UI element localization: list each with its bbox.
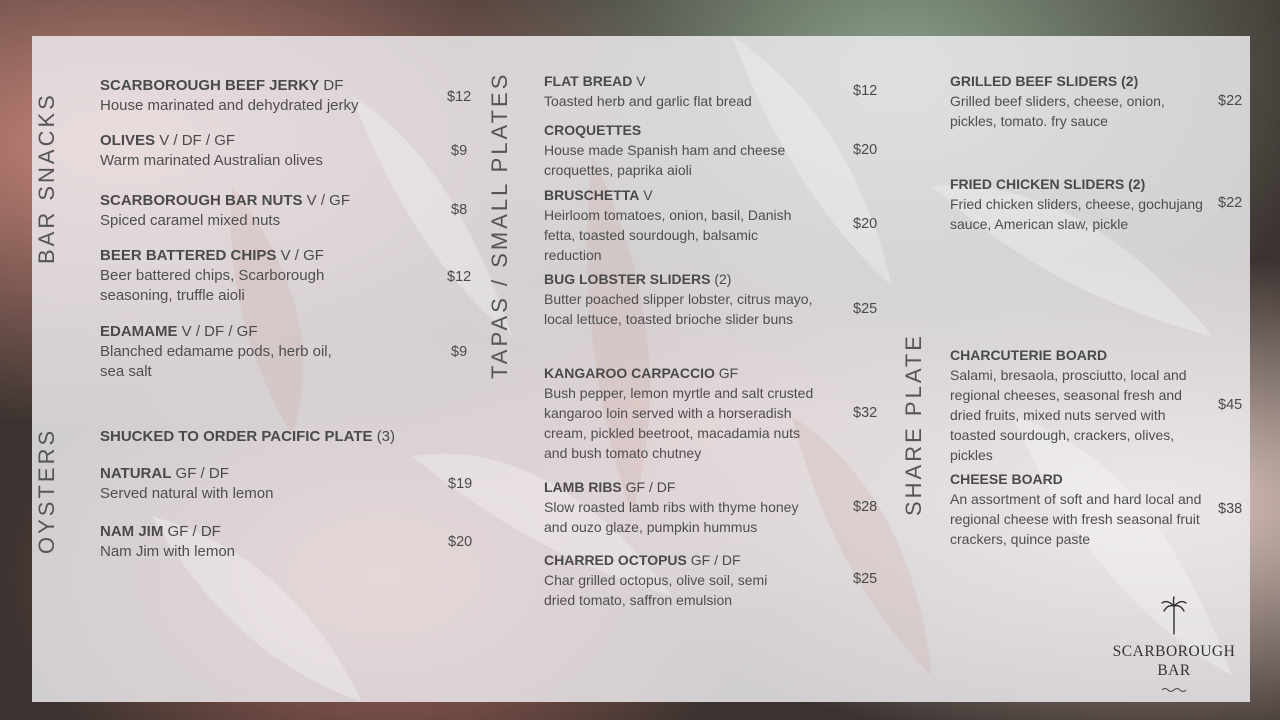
menu-item: FLAT BREAD V Toasted herb and garlic flat bread <box>544 73 752 109</box>
menu-item: FRIED CHICKEN SLIDERS (2) Fried chicken sliders, cheese, gochujang sauce, American slaw, pickle <box>950 176 1203 232</box>
menu-item-price: $25 <box>853 301 878 317</box>
menu-item: CHARCUTERIE BOARD Salami, bresaola, prosciutto, local and regional cheeses, seasonal fresh and dried fruits, mixed nuts served with toasted sourdough, crackers, olives, pickles <box>950 347 1187 463</box>
section-label-bar-snacks: BAR SNACKS <box>34 92 59 264</box>
menu-item-price: $32 <box>853 405 878 421</box>
menu-item-price: $45 <box>1218 397 1243 413</box>
menu-item: EDAMAME V / DF / GF Blanched edamame pods, herb oil, sea salt <box>100 323 332 380</box>
menu-item: SCARBOROUGH BAR NUTS V / GF Spiced caramel mixed nuts <box>100 192 351 229</box>
menu-item: NATURAL GF / DF Served natural with lemon <box>100 465 274 502</box>
menu-item: LAMB RIBS GF / DF Slow roasted lamb ribs with thyme honey and ouzo glaze, pumpkin hummus <box>544 479 799 535</box>
menu-item-price: $28 <box>853 499 878 515</box>
menu-item-price: $20 <box>853 142 878 158</box>
section-label-oysters: OYSTERS <box>34 427 59 554</box>
menu-item-price: $9 <box>451 143 468 159</box>
oysters-heading: SHUCKED TO ORDER PACIFIC PLATE (3) <box>100 428 396 445</box>
menu-panel <box>32 36 1250 702</box>
menu-item-price: $9 <box>451 344 468 360</box>
section-label-share-plate: SHARE PLATE <box>901 333 926 516</box>
menu-item-price: $25 <box>853 571 878 587</box>
menu-item: CHARRED OCTOPUS GF / DF Char grilled octopus, olive soil, semi dried tomato, saffron emulsion <box>544 552 768 608</box>
section-label-tapas: TAPAS / SMALL PLATES <box>487 71 512 379</box>
menu-item-price: $20 <box>853 216 878 232</box>
menu-item-price: $22 <box>1218 195 1243 211</box>
menu-item: KANGAROO CARPACCIO GF Bush pepper, lemon myrtle and salt crusted kangaroo loin served with a horseradish cream, pickled beetroot, macadamia nuts and bush tomato chutney <box>544 365 814 461</box>
menu-item: CROQUETTES House made Spanish ham and cheese croquettes, paprika aioli <box>544 122 786 178</box>
menu-item-price: $20 <box>448 534 473 550</box>
menu-item: SCARBOROUGH BEEF JERKY DF House marinated and dehydrated jerky <box>100 77 359 114</box>
menu-item: NAM JIM GF / DF Nam Jim with lemon <box>100 523 236 560</box>
palm-tree-icon <box>1161 596 1187 636</box>
menu-item-price: $12 <box>447 269 472 285</box>
menu-item-price: $38 <box>1218 501 1243 517</box>
menu-item-price: $12 <box>447 89 472 105</box>
wave-icon <box>1161 686 1187 694</box>
menu-item: BUG LOBSTER SLIDERS (2) Butter poached slipper lobster, citrus mayo, local lettuce, toasted brioche slider buns <box>544 271 813 327</box>
menu-item: OLIVES V / DF / GF Warm marinated Australian olives <box>100 132 323 169</box>
menu-item-price: $19 <box>448 476 473 492</box>
menu-item: BRUSCHETTA V Heirloom tomatoes, onion, basil, Danish fetta, toasted sourdough, balsamic reduction <box>544 187 792 263</box>
logo-line-2: BAR <box>1157 662 1191 679</box>
menu-item-price: $8 <box>451 202 468 218</box>
menu-item: CHEESE BOARD An assortment of soft and hard local and regional cheese with fresh seasonal fruit crackers, quince paste <box>950 471 1202 547</box>
logo-line-1: SCARBOROUGH <box>1112 643 1236 660</box>
menu-item: GRILLED BEEF SLIDERS (2) Grilled beef sliders, cheese, onion, pickles, tomato. fry sauce <box>950 73 1165 129</box>
menu-item-price: $22 <box>1218 93 1243 109</box>
scarborough-bar-logo <box>1112 596 1236 694</box>
menu-item: BEER BATTERED CHIPS V / GF Beer battered chips, Scarborough seasoning, truffle aioli <box>100 247 325 304</box>
menu-item-price: $12 <box>853 83 878 99</box>
